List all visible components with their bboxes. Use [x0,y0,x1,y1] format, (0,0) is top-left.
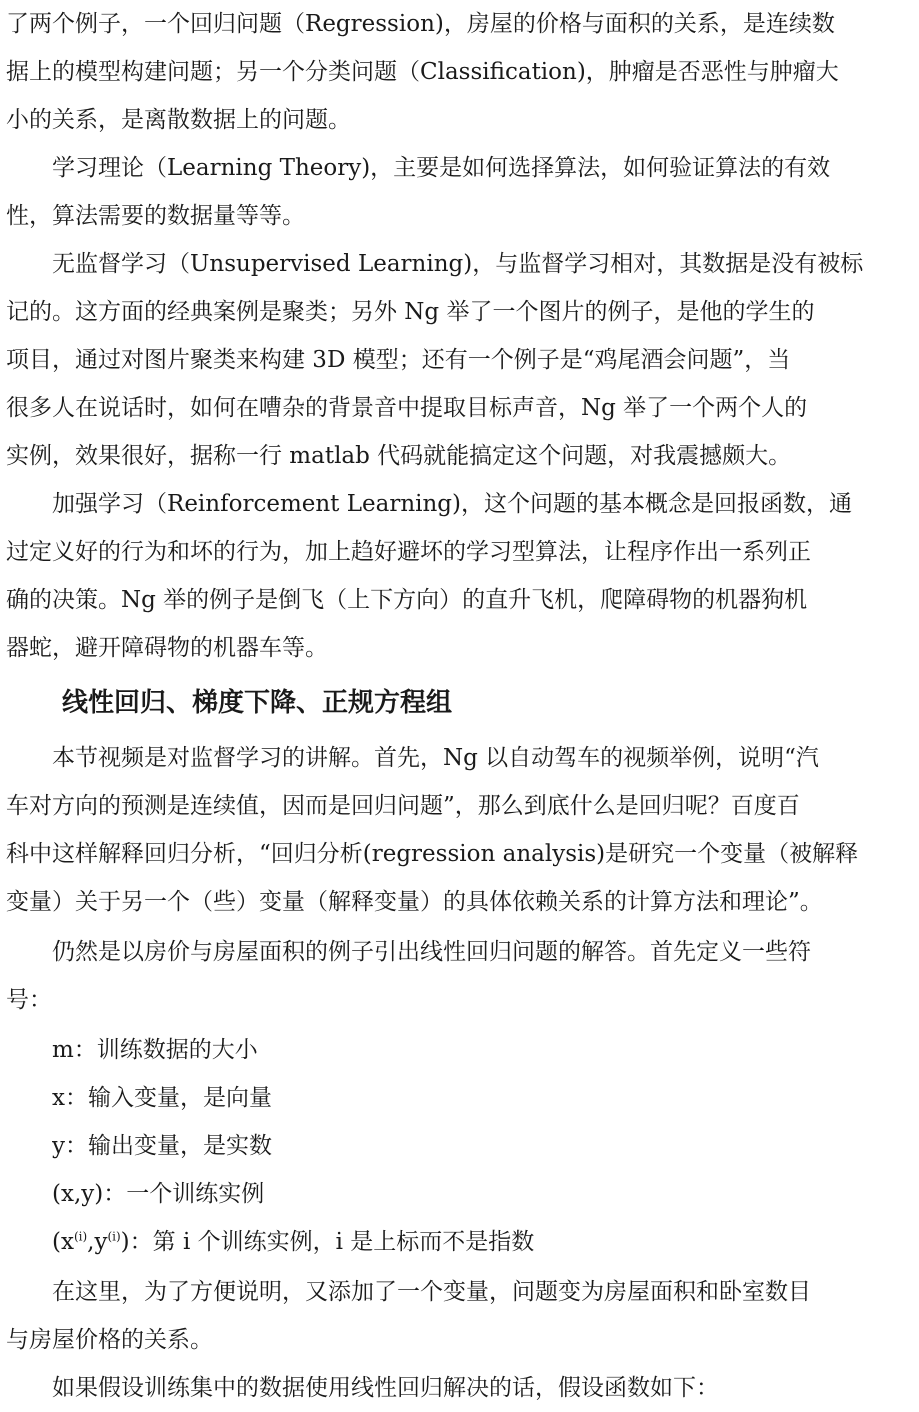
instance-rest-text: )：第 i 个训练实例，i 是上标而不是指数 [120,1229,535,1255]
paragraph-line: 小的关系，是离散数据上的问题。 [6,107,351,133]
paragraph-line: 与房屋价格的关系。 [6,1327,213,1353]
paragraph-line: 记的。这方面的经典案例是聚类；另外 Ng 举了一个图片的例子，是他的学生的 [6,299,815,325]
paragraph-line: 器蛇，避开障碍物的机器车等。 [6,635,328,661]
definition-item: (x,y)：一个训练实例 [52,1181,265,1207]
definition-item: y：输出变量，是实数 [52,1133,272,1159]
definition-item-superscript [52,1218,911,1266]
paragraph-line: 如果假设训练集中的数据使用线性回归解决的话，假设函数如下： [52,1375,719,1401]
paragraph-line: 学习理论（Learning Theory)，主要是如何选择算法，如何验证算法的有效 [52,155,831,181]
paragraph-line: 车对方向的预测是连续值，因而是回归问题”，那么到底什么是回归呢？百度百 [6,793,800,819]
paragraph-line: 过定义好的行为和坏的行为，加上趋好避坏的学习型算法，让程序作出一系列正 [6,539,811,565]
paragraph-line: 项目，通过对图片聚类来构建 3D 模型；还有一个例子是“鸡尾酒会问题”，当 [6,347,791,373]
paragraph-line: 据上的模型构建问题；另一个分类问题（Classification)，肿瘤是否恶性与肿瘤大 [6,59,839,85]
paragraph-line: 变量）关于另一个（些）变量（解释变量）的具体依赖关系的计算方法和理论”。 [6,889,823,915]
instance-open-text: (x [52,1229,74,1255]
paragraph-line: 仍然是以房价与房屋面积的例子引出线性回归问题的解答。首先定义一些符 [52,939,811,965]
superscript-i: (i) [73,1229,88,1244]
section-heading: 线性回归、梯度下降、正规方程组 [62,688,453,718]
paragraph-line: 在这里，为了方便说明，又添加了一个变量，问题变为房屋面积和卧室数目 [52,1279,811,1305]
paragraph-line: 了两个例子，一个回归问题（Regression)，房屋的价格与面积的关系，是连续数 [6,11,835,37]
definition-item: x：输入变量，是向量 [52,1085,272,1111]
paragraph-line: 本节视频是对监督学习的讲解。首先，Ng 以自动驾车的视频举例，说明“汽 [52,745,819,771]
instance-mid-text: ,y [87,1229,108,1255]
paragraph-line: 确的决策。Ng 举的例子是倒飞（上下方向）的直升飞机，爬障碍物的机器狗机 [6,587,808,613]
paragraph-line: 性，算法需要的数据量等等。 [6,203,305,229]
paragraph-line: 很多人在说话时，如何在嘈杂的背景音中提取目标声音，Ng 举了一个两个人的 [6,395,808,421]
definition-item: m：训练数据的大小 [52,1037,258,1063]
superscript-i: (i) [107,1229,121,1244]
paragraph-line: 科中这样解释回归分析，“回归分析(regression analysis)是研究一个变量（被解释 [6,841,859,867]
paragraph-line: 号： [6,987,52,1013]
paragraph-line: 无监督学习（Unsupervised Learning)，与监督学习相对，其数据是没有被标 [52,251,864,277]
paragraph-line: 实例，效果很好，据称一行 matlab 代码就能搞定这个问题，对我震撼颇大。 [6,443,792,469]
paragraph-line: 加强学习（Reinforcement Learning)，这个问题的基本概念是回报函数，通 [52,491,853,517]
